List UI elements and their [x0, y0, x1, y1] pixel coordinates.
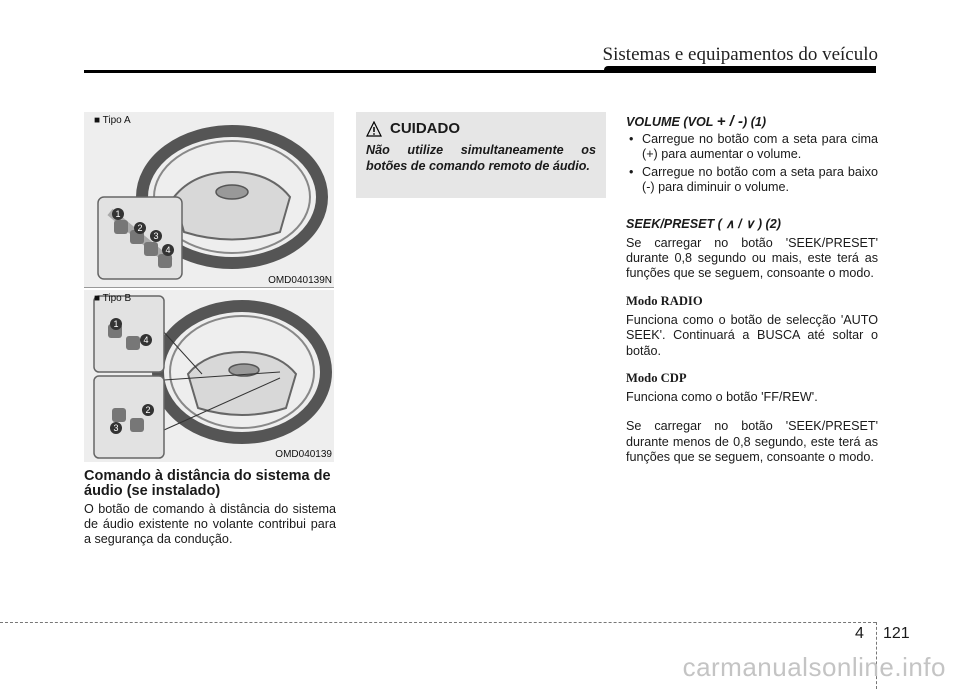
- callout-4: 4: [162, 244, 174, 256]
- figure-separator: [84, 287, 334, 288]
- caution-title: CUIDADO: [390, 120, 460, 137]
- radio-mode-text: Funciona como o botão de selecção 'AUTO SEEK'. Continuará a BUSCA até soltar o botão.: [626, 312, 878, 358]
- steering-wheel-a-illustration: [84, 112, 334, 288]
- warning-icon: [366, 121, 382, 137]
- callout-4: 4: [140, 334, 152, 346]
- watermark-text: carmanualsonline.info: [682, 652, 946, 682]
- cdp-mode-heading: Modo CDP: [626, 371, 687, 386]
- callout-2: 2: [142, 404, 154, 416]
- steering-wheel-b-illustration: [84, 290, 334, 462]
- radio-mode-heading: Modo RADIO: [626, 293, 703, 308]
- callout-1: 1: [112, 208, 124, 220]
- page-number: 121: [883, 625, 910, 642]
- callout-3: 3: [150, 230, 162, 242]
- list-item: • Carregue no botão com a seta para baixo (-) para diminuir o volume.: [626, 165, 878, 196]
- volume-list: [626, 132, 878, 196]
- figure-code: OMD040139N: [268, 275, 332, 286]
- caution-box: [356, 112, 606, 198]
- section-body: O botão de comando à distância do sistema de áudio existente no volante contribui para a segurança da condução.: [84, 502, 336, 547]
- figure-tipo-b: [84, 290, 334, 462]
- callout-1: 1: [110, 318, 122, 330]
- volume-heading: VOLUME (VOL + / -) (1): [626, 113, 767, 130]
- figure-caption: ■ Tipo A: [94, 115, 131, 126]
- footer-rule: [0, 622, 876, 623]
- right-column: [626, 114, 878, 466]
- caution-text: Não utilize simultaneamente os botões de comando remoto de áudio.: [366, 143, 596, 173]
- figure-tipo-a: [84, 112, 334, 288]
- figure-caption: ■ Tipo B: [94, 293, 132, 304]
- callout-3: 3: [110, 422, 122, 434]
- list-item: • Carregue no botão com a seta para cima (+) para aumentar o volume.: [626, 132, 878, 163]
- caution-header: [366, 120, 596, 137]
- seek-paragraph: Se carregar no botão 'SEEK/PRESET' durante 0,8 segundo ou mais, este terá as funções que se seguem, consoante o modo.: [626, 235, 878, 281]
- figure-code: OMD040139: [275, 449, 332, 460]
- chapter-number: 4: [855, 625, 864, 642]
- running-header: Sistemas e equipamentos do veículo: [602, 44, 878, 65]
- section-heading: Comando à distância do sistema de áudio (se instalado): [84, 468, 331, 499]
- callout-2: 2: [134, 222, 146, 234]
- seek-heading: SEEK/PRESET ( ∧ / ∨ ) (2): [626, 216, 781, 231]
- header-rule: [84, 70, 876, 73]
- cdp-mode-text: Funciona como o botão 'FF/REW'.: [626, 390, 818, 405]
- seek-short-press-paragraph: Se carregar no botão 'SEEK/PRESET' durante menos de 0,8 segundo, este terá as funções que se seguem, consoante o modo.: [626, 419, 878, 465]
